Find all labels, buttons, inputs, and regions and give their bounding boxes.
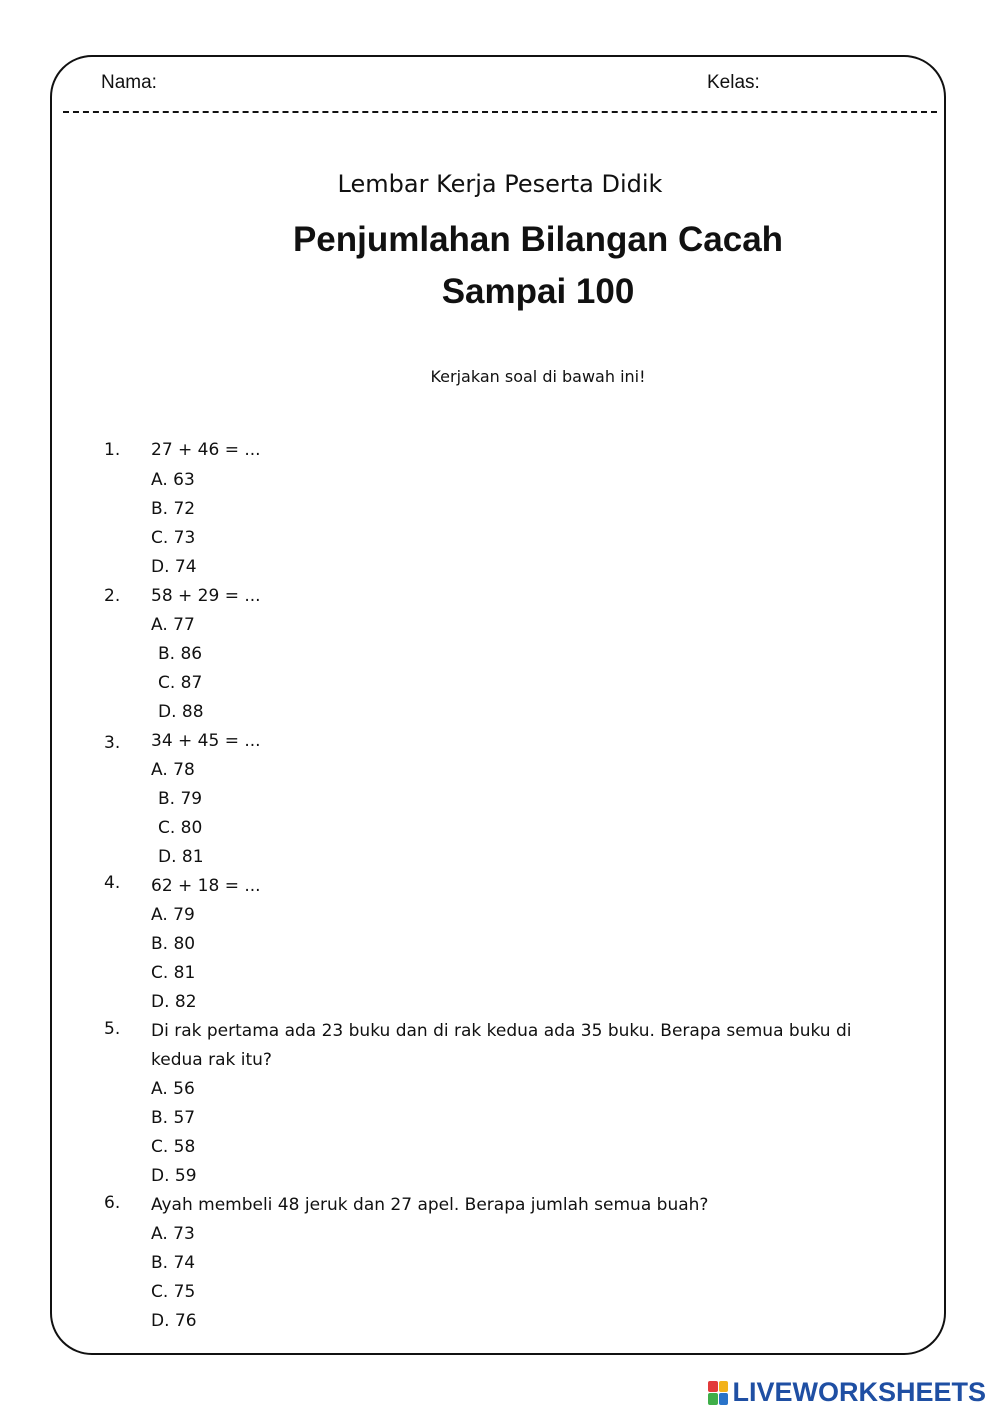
logo-square-green xyxy=(708,1393,718,1405)
liveworksheets-logo[interactable] xyxy=(708,1377,986,1408)
answer-option[interactable]: A. 77 xyxy=(151,615,195,635)
answer-option[interactable]: A. 73 xyxy=(151,1224,195,1244)
question-text: 34 + 45 = ... xyxy=(151,731,261,751)
question-number: 1. xyxy=(104,440,121,460)
liveworksheets-logo-icon xyxy=(708,1381,728,1405)
answer-option[interactable]: B. 72 xyxy=(151,499,196,519)
answer-option[interactable]: D. 81 xyxy=(158,847,204,867)
question-text: 62 + 18 = ... xyxy=(151,876,261,896)
answer-option[interactable]: C. 87 xyxy=(158,673,203,693)
question-text: 27 + 46 = ... xyxy=(151,440,261,460)
nama-label: Nama: xyxy=(101,72,157,93)
answer-option[interactable]: C. 80 xyxy=(158,818,203,838)
question-number: 6. xyxy=(104,1193,121,1213)
answer-option[interactable]: D. 82 xyxy=(151,992,197,1012)
answer-option[interactable]: C. 58 xyxy=(151,1137,196,1157)
question-number: 5. xyxy=(104,1019,121,1039)
answer-option[interactable]: B. 74 xyxy=(151,1253,196,1273)
worksheet-subtitle xyxy=(0,170,1000,198)
answer-option[interactable]: D. 59 xyxy=(151,1166,197,1186)
logo-square-red xyxy=(708,1381,718,1393)
question-text: 58 + 29 = ... xyxy=(151,586,261,606)
question-text: Ayah membeli 48 jeruk dan 27 apel. Berapa jumlah semua buah? xyxy=(151,1195,709,1215)
logo-square-yellow xyxy=(719,1381,729,1393)
answer-option[interactable]: B. 57 xyxy=(151,1108,196,1128)
answer-option[interactable]: C. 81 xyxy=(151,963,196,983)
worksheet-title-line2: Sampai 100 xyxy=(441,272,635,311)
answer-option[interactable]: B. 80 xyxy=(151,934,196,954)
worksheet-instruction: Kerjakan soal di bawah ini! xyxy=(430,367,646,386)
answer-option[interactable]: D. 76 xyxy=(151,1311,197,1331)
answer-option[interactable]: D. 74 xyxy=(151,557,197,577)
answer-option[interactable]: A. 79 xyxy=(151,905,195,925)
question-number: 2. xyxy=(104,586,121,606)
question-number: 4. xyxy=(104,873,121,893)
dashed-divider xyxy=(63,111,937,113)
question-text: Di rak pertama ada 23 buku dan di rak kedua ada 35 buku. Berapa semua buku di kedua rak itu? xyxy=(151,1021,852,1070)
answer-option[interactable]: B. 79 xyxy=(158,789,203,809)
worksheet-subtitle-text: Lembar Kerja Peserta Didik xyxy=(337,170,663,198)
answer-option[interactable]: A. 78 xyxy=(151,760,195,780)
question-number: 3. xyxy=(104,733,121,753)
answer-option[interactable]: C. 75 xyxy=(151,1282,196,1302)
liveworksheets-logo-text: LIVEWORKSHEETS xyxy=(732,1377,986,1407)
answer-option[interactable]: B. 86 xyxy=(158,644,203,664)
worksheet-title-line1: Penjumlahan Bilangan Cacah xyxy=(292,220,784,259)
answer-option[interactable]: D. 88 xyxy=(158,702,204,722)
worksheet-title xyxy=(238,214,838,318)
logo-square-blue xyxy=(719,1393,729,1405)
answer-option[interactable]: C. 73 xyxy=(151,528,196,548)
kelas-label: Kelas: xyxy=(707,72,760,93)
answer-option[interactable]: A. 63 xyxy=(151,470,195,490)
answer-option[interactable]: A. 56 xyxy=(151,1079,195,1099)
